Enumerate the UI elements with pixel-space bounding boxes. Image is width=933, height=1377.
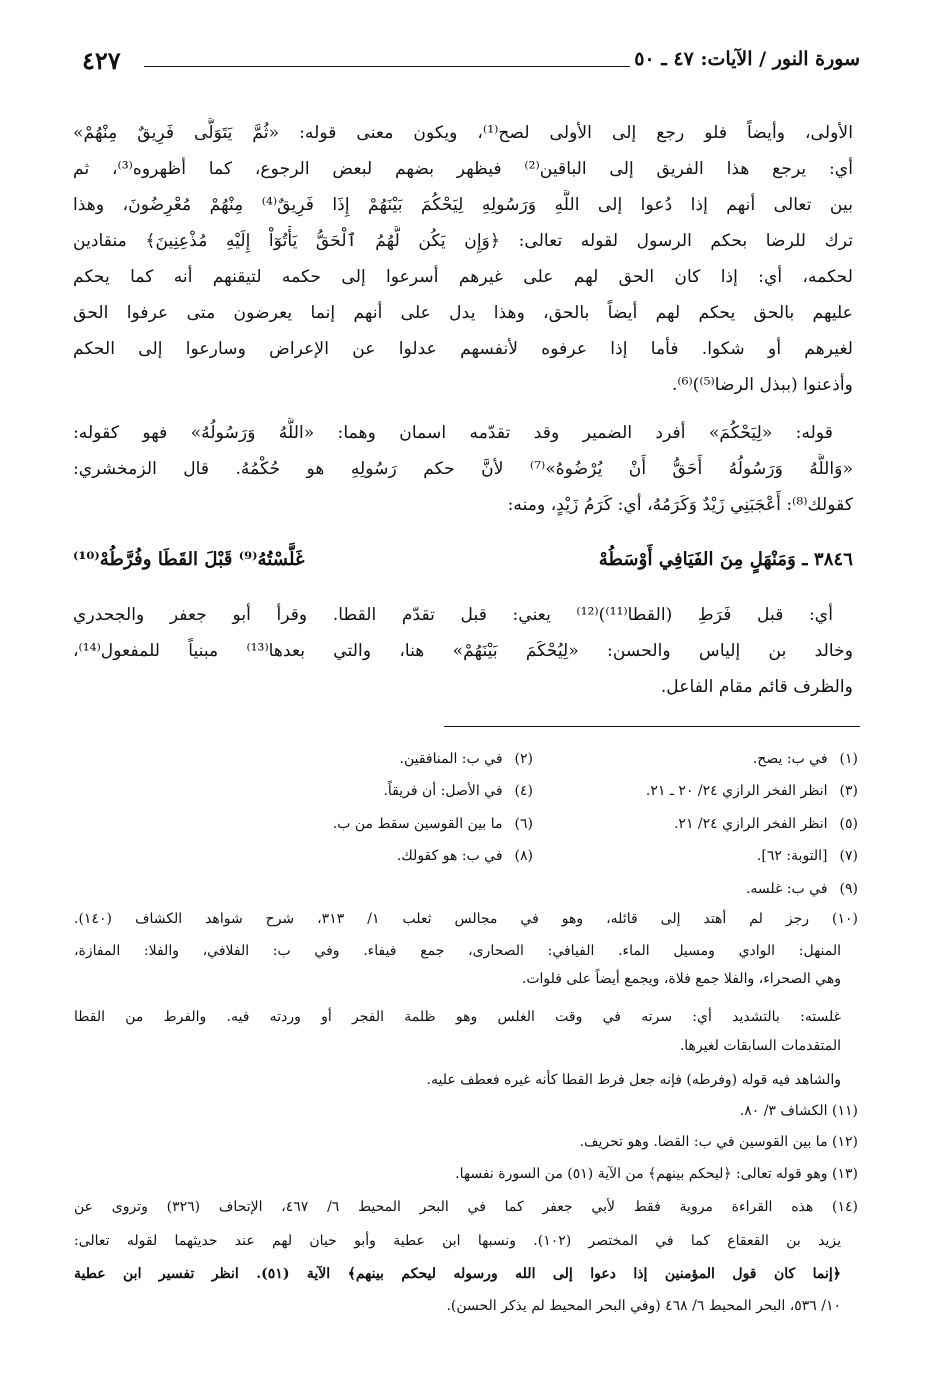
body-line: كقولك⁽⁸⁾: أَعْجَبَنِي زَيْدٌ وَكَرَمُهُ، أي: كَرَمُ زَيْدٍ، ومنه: [507, 495, 853, 515]
footnote-commentary: المتقدمات السابقات لغيرها. [679, 1038, 841, 1054]
body-line: بين تعالى أنهم إذا دُعوا إلى اللَّهِ وَرَسُولِهِ لِيَحْكُمَ بَيْنَهُمْ إِذَا فَرِيقٌ⁽⁴⁾ مِنْهُمْ مُعْرِضُونَ، وهذا [73, 195, 853, 215]
surah-title: سورة النور / الآيات: ٤٧ ـ ٥٠ [634, 48, 860, 70]
body-line: ترك للرضا بحكم الرسول لقوله تعالى: ﴿وَإِن يَكُن لَّهُمُ ٱلْحَقُّ يَأْتُوٓاْ إِلَيْهِ مُذْعِنِينَ﴾ منقادين [73, 231, 853, 251]
footnote: (٦)ما بين القوسين سقط من ب. [332, 816, 533, 832]
footnote: (١٣) وهو قوله تعالى: ﴿ليحكم بينهم﴾ من الآية (٥١) من السورة نفسها. [455, 1166, 858, 1182]
body-line: عليهم بالحق يحكم لهم أيضاً بالحق، وهذا يدل على أنهم إنما يعرضون متى عرفوا الحق [73, 303, 853, 323]
footnote-commentary: وهي الصحراء، والفلا جمع فلاة، ويجمع أيضاً على فلوات. [521, 971, 841, 987]
poetry-verse [73, 547, 853, 581]
body-line: قوله: «لِيَحْكُمَ» أفرد الضمير وقد تقدّمه اسمان وهما: «اللَّهُ وَرَسُولُهُ» فهو كقوله: [73, 423, 833, 443]
footnote: (٢)في ب: المنافقين. [399, 751, 533, 767]
footnote: (٣)انظر الفخر الرازي ٢٤/ ٢٠ ـ ٢١. [645, 783, 858, 799]
body-line: أي: قبل فَرَطِ (القطا⁽¹¹⁾)⁽¹²⁾ يعني: قبل تقدّم القطا. وقرأ أبو جعفر والجحدري [73, 605, 833, 625]
footnote: (١٠) رجز لم أهتد إلى قائله، وهو في مجالس ثعلب ١/ ٣١٣، شرح شواهد الكشاف (١٤٠). [74, 911, 858, 927]
footnote: (٨)في ب: هو كقولك. [396, 848, 533, 864]
page-number: ٤٢٧ [82, 46, 121, 75]
body-line: وخالد بن إلياس والحسن: «لِيُحْكَمَ بَيْنَهُمْ» هنا، والتي بعدها⁽¹³⁾ مبنياً للمفعول⁽¹⁴⁾، [73, 641, 853, 661]
footnote: (٤)في الأصل: أن فريقاً. [383, 783, 533, 799]
running-header [82, 46, 860, 86]
footnote-separator [444, 726, 860, 727]
verse-first-hemistich: ٣٨٤٦ ـ وَمَنْهَلٍ مِنَ الفَيَافِي أَوْسَطُهْ [598, 549, 853, 570]
footnote-continuation: ١٠/ ٥٣٦، البحر المحيط ٦/ ٤٦٨ (وفي البحر المحيط لم يذكر الحسن). [446, 1298, 841, 1314]
body-line: «وَاللَّهُ وَرَسُولُهُ أَحَقُّ أَنْ يُرْضُوهُ»⁽⁷⁾ لأنَّ حكم رَسُولِهِ هو حُكْمُهُ. قال الزمخشري: [73, 459, 853, 479]
body-line: والظرف قائم مقام الفاعل. [660, 677, 853, 697]
footnote-commentary: المنهل: الوادي ومسيل الماء. الفيافي: الصحارى، جمع فيفاء. وفي ب: الفلافي، والفلا: المفازة، [74, 943, 841, 959]
footnote: (٧)[التوبة: ٦٢]. [756, 848, 858, 864]
footnote: (١)في ب: يصح. [752, 751, 858, 767]
footnote: (٥)انظر الفخر الرازي ٢٤/ ٢١. [673, 816, 858, 832]
footnote-continuation: ﴿إنما كان قول المؤمنين إذا دعوا إلى الله ورسوله ليحكم بينهم﴾ الآية (٥١). انظر تفسير ابن عطية [74, 1266, 841, 1282]
verse-second-hemistich: غَلَّسْتُهُ⁽⁹⁾ قَبْلَ القَطَا وفُرَّطُهْ⁽¹⁰⁾ [73, 549, 305, 570]
body-line: لغيرهم أو شكوا. فأما إذا عرفوه لأنفسهم عدلوا عن الإعراض وسارعوا إلى الحكم [73, 339, 853, 359]
header-rule [144, 66, 630, 67]
footnote: (١٤) هذه القراءة مروية فقط لأبي جعفر كما في البحر المحيط ٦/ ٤٦٧، الإتحاف (٣٢٦) وتروى عن [74, 1199, 858, 1215]
body-line: أي: يرجع هذا الفريق إلى الباقين⁽²⁾ فيظهر بضهم لبعض الرجوع، كما أظهروه⁽³⁾، ثم [73, 159, 853, 179]
footnote-commentary: والشاهد فيه قوله (وفرطه) فإنه جعل فرط القطا كأنه غيره فعطف عليه. [426, 1072, 841, 1088]
footnote: (١١) الكشاف ٣/ ٨٠. [739, 1103, 858, 1119]
footnote: (٩)في ب: غلسه. [745, 881, 858, 897]
body-line: لحكمه، أي: إذا كان الحق لهم على غيرهم أسرعوا إلى حكمه لتيقنهم أنه كما يحكم [73, 267, 853, 287]
footnote-continuation: يزيد بن القعقاع كما في المختصر (١٠٢). ونسبها ابن عطية وأبو حيان لهم عند حديثهما لقوله تعالى: [74, 1233, 841, 1249]
footnote: (١٢) ما بين القوسين في ب: القضا. وهو تحريف. [579, 1134, 858, 1150]
footnote-commentary: غلسته: بالتشديد أي: سرته في وقت الغلس وهو ظلمة الفجر أو وردته فيه. والفرط من القطا [74, 1009, 841, 1025]
body-line: الأولى، وأيضاً فلو رجع إلى الأولى لصح⁽¹⁾، ويكون معنى قوله: «ثُمَّ يَتَوَلَّى فَرِيقٌ مِنْهُمْ» [73, 123, 853, 143]
body-line: وأذعنوا (ببذل الرضا⁽⁵⁾)⁽⁶⁾. [671, 375, 853, 395]
